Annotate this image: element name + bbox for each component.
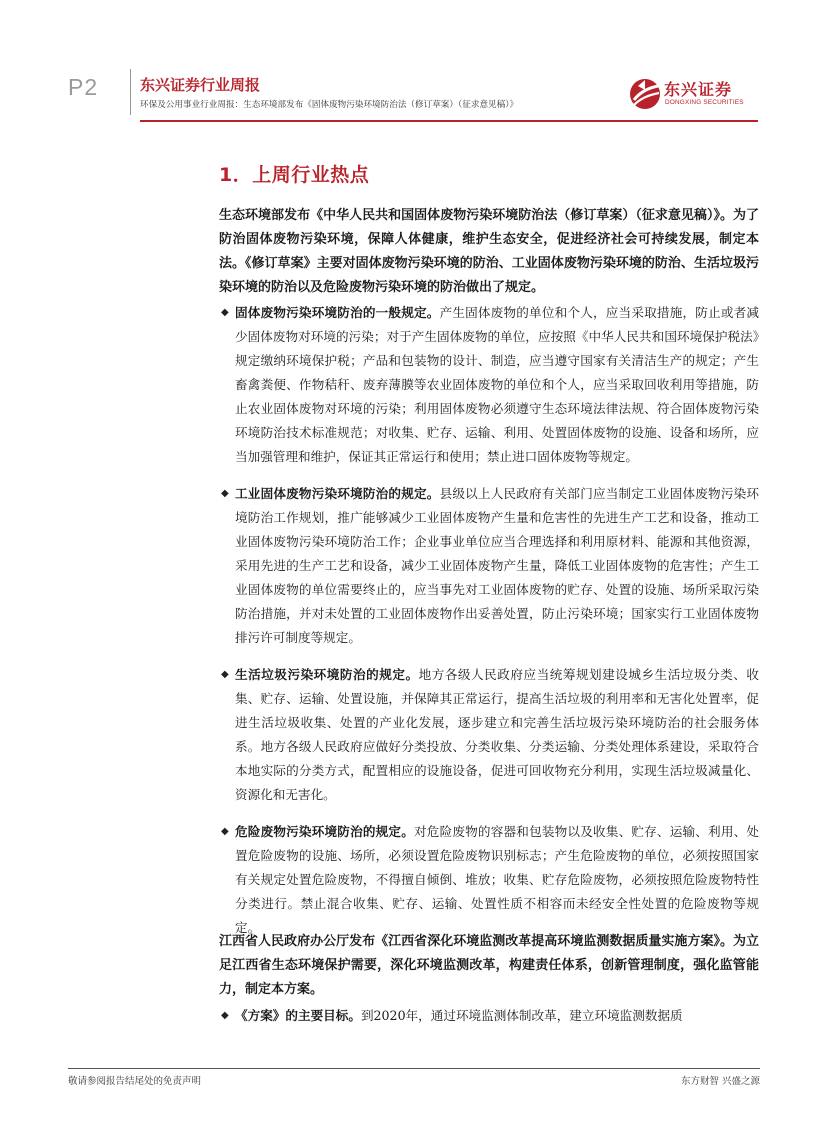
bullet-text: 到2020年，通过环境监测体制改革，建立环境监测数据质	[360, 1008, 683, 1023]
header-divider-vertical	[130, 69, 131, 115]
footer-disclaimer: 敬请参阅报告结尾处的免责声明	[68, 1076, 202, 1087]
diamond-bullet-icon: ◆	[221, 307, 229, 318]
content-block-2	[219, 930, 759, 1002]
bullet-item	[219, 1004, 759, 1028]
lead-paragraph: 生态环境部发布《中华人民共和国固体废物污染环境防治法（修订草案）（征求意见稿）》。为了防治固体废物污染环境，保障人体健康，维护生态安全，促进经济社会可持续发展，制定本法。《修订草案》主要对固体废物污染环境的防治、工业固体废物污染环境的防治、生活垃圾污染环境的防治以及危险废物污染环境的防治做出了规定。	[219, 208, 759, 295]
footer-slogan: 东方财智 兴盛之源	[680, 1076, 760, 1087]
logo-english-name: DONGXING SECURITIES	[665, 99, 744, 106]
bullet-item	[219, 482, 759, 650]
diamond-bullet-icon: ◆	[221, 488, 229, 499]
bullet-text: 对危险废物的容器和包装物以及收集、贮存、运输、利用、处置危险废物的设施、场所，必须设置危险废物识别标志；产生危险废物的单位，必须按照国家有关规定处置危险废物，不得擅自倾倒、堆放；收集、贮存危险废物，必须按照危险废物特性分类进行。禁止混合收集、贮存、运输、处置性质不相容而未经安全性处置的危险废物等规定。	[235, 824, 760, 935]
bullet-list-2	[219, 1004, 759, 1028]
content-block-1	[219, 204, 759, 300]
dongxing-logo-icon	[628, 74, 662, 114]
bullet-heading: 生活垃圾污染环境防治的规定。	[235, 667, 419, 682]
bullet-text: 产生固体废物的单位和个人，应当采取措施，防止或者减少固体废物对环境的污染；对于产生固体废物的单位，应按照《中华人民共和国环境保护税法》规定缴纳环境保护税；产品和包装物的设计、制造，应当遵守国家有关清洁生产的规定；产生畜禽粪便、作物秸秆、废弃薄膜等农业固体废物的单位和个人，应当采取回收利用等措施，防止农业固体废物对环境的污染；利用固体废物必须遵守生态环境法律法规、符合固体废物污染环境防治技术标准规范；对收集、贮存、运输、利用、处置固体废物的设施、设备和场所，应当加强管理和维护，保证其正常运行和使用；禁止进口固体废物等规定。	[235, 305, 759, 464]
bullet-heading: 《方案》的主要目标。	[235, 1008, 361, 1023]
footer-rule	[68, 1068, 760, 1069]
bullet-item	[219, 820, 759, 940]
diamond-bullet-icon: ◆	[221, 669, 229, 680]
header-rule	[140, 120, 758, 122]
bullet-text: 地方各级人民政府应当统筹规划建设城乡生活垃圾分类、收集、贮存、运输、处置设施，并保障其正常运行，提高生活垃圾的利用率和无害化处置率，促进生活垃圾收集、处置的产业化发展，逐步建立和完善生活垃圾污染环境防治的社会服务体系。地方各级人民政府应做好分类投放、分类收集、分类运输、分类处理体系建设，采取符合本地实际的分类方式，配置相应的设施设备，促进可回收物充分利用，实现生活垃圾减量化、资源化和无害化。	[235, 667, 760, 802]
report-title: 东兴证券行业周报	[140, 76, 261, 94]
bullet-heading: 危险废物污染环境防治的规定。	[235, 824, 414, 839]
company-logo	[628, 70, 758, 118]
logo-name: 东兴证券	[664, 80, 733, 99]
bullet-text: 县级以上人民政府有关部门应当制定工业固体废物污染环境防治工作规划，推广能够减少工业固体废物产生量和危害性的先进生产工艺和设备，推动工业固体废物污染环境防治工作；企业事业单位应当合理选择和利用原材料、能源和其他资源，采用先进的生产工艺和设备，减少工业固体废物产生量，降低工业固体废物的危害性；产生工业固体废物的单位需要终止的，应当事先对工业固体废物的贮存、处置的设施、场所采取污染防治措施，并对未处置的工业固体废物作出妥善处置，防止污染环境；国家实行工业固体废物排污许可制度等规定。	[235, 486, 759, 645]
bullet-list-1	[219, 301, 759, 940]
bullet-item	[219, 301, 759, 469]
bullet-heading: 固体废物污染环境防治的一般规定。	[235, 305, 440, 320]
diamond-bullet-icon: ◆	[221, 826, 229, 837]
section-title: 1．上周行业热点	[219, 164, 370, 186]
page-number: P2	[68, 74, 99, 100]
bullet-item	[219, 663, 759, 807]
bullet-heading: 工业固体废物污染环境防治的规定。	[235, 486, 440, 501]
lead-paragraph-2: 江西省人民政府办公厅发布《江西省深化环境监测改革提高环境监测数据质量实施方案》。为立足江西省生态环境保护需要，深化环境监测改革，构建责任体系，创新管理制度，强化监管能力，制定本方案。	[219, 934, 759, 997]
report-subtitle: 环保及公用事业行业周报：生态环境部发布《固体废物污染环境防治法（修订草案）（征求意见稿）》	[140, 100, 519, 110]
diamond-bullet-icon: ◆	[221, 1010, 229, 1021]
